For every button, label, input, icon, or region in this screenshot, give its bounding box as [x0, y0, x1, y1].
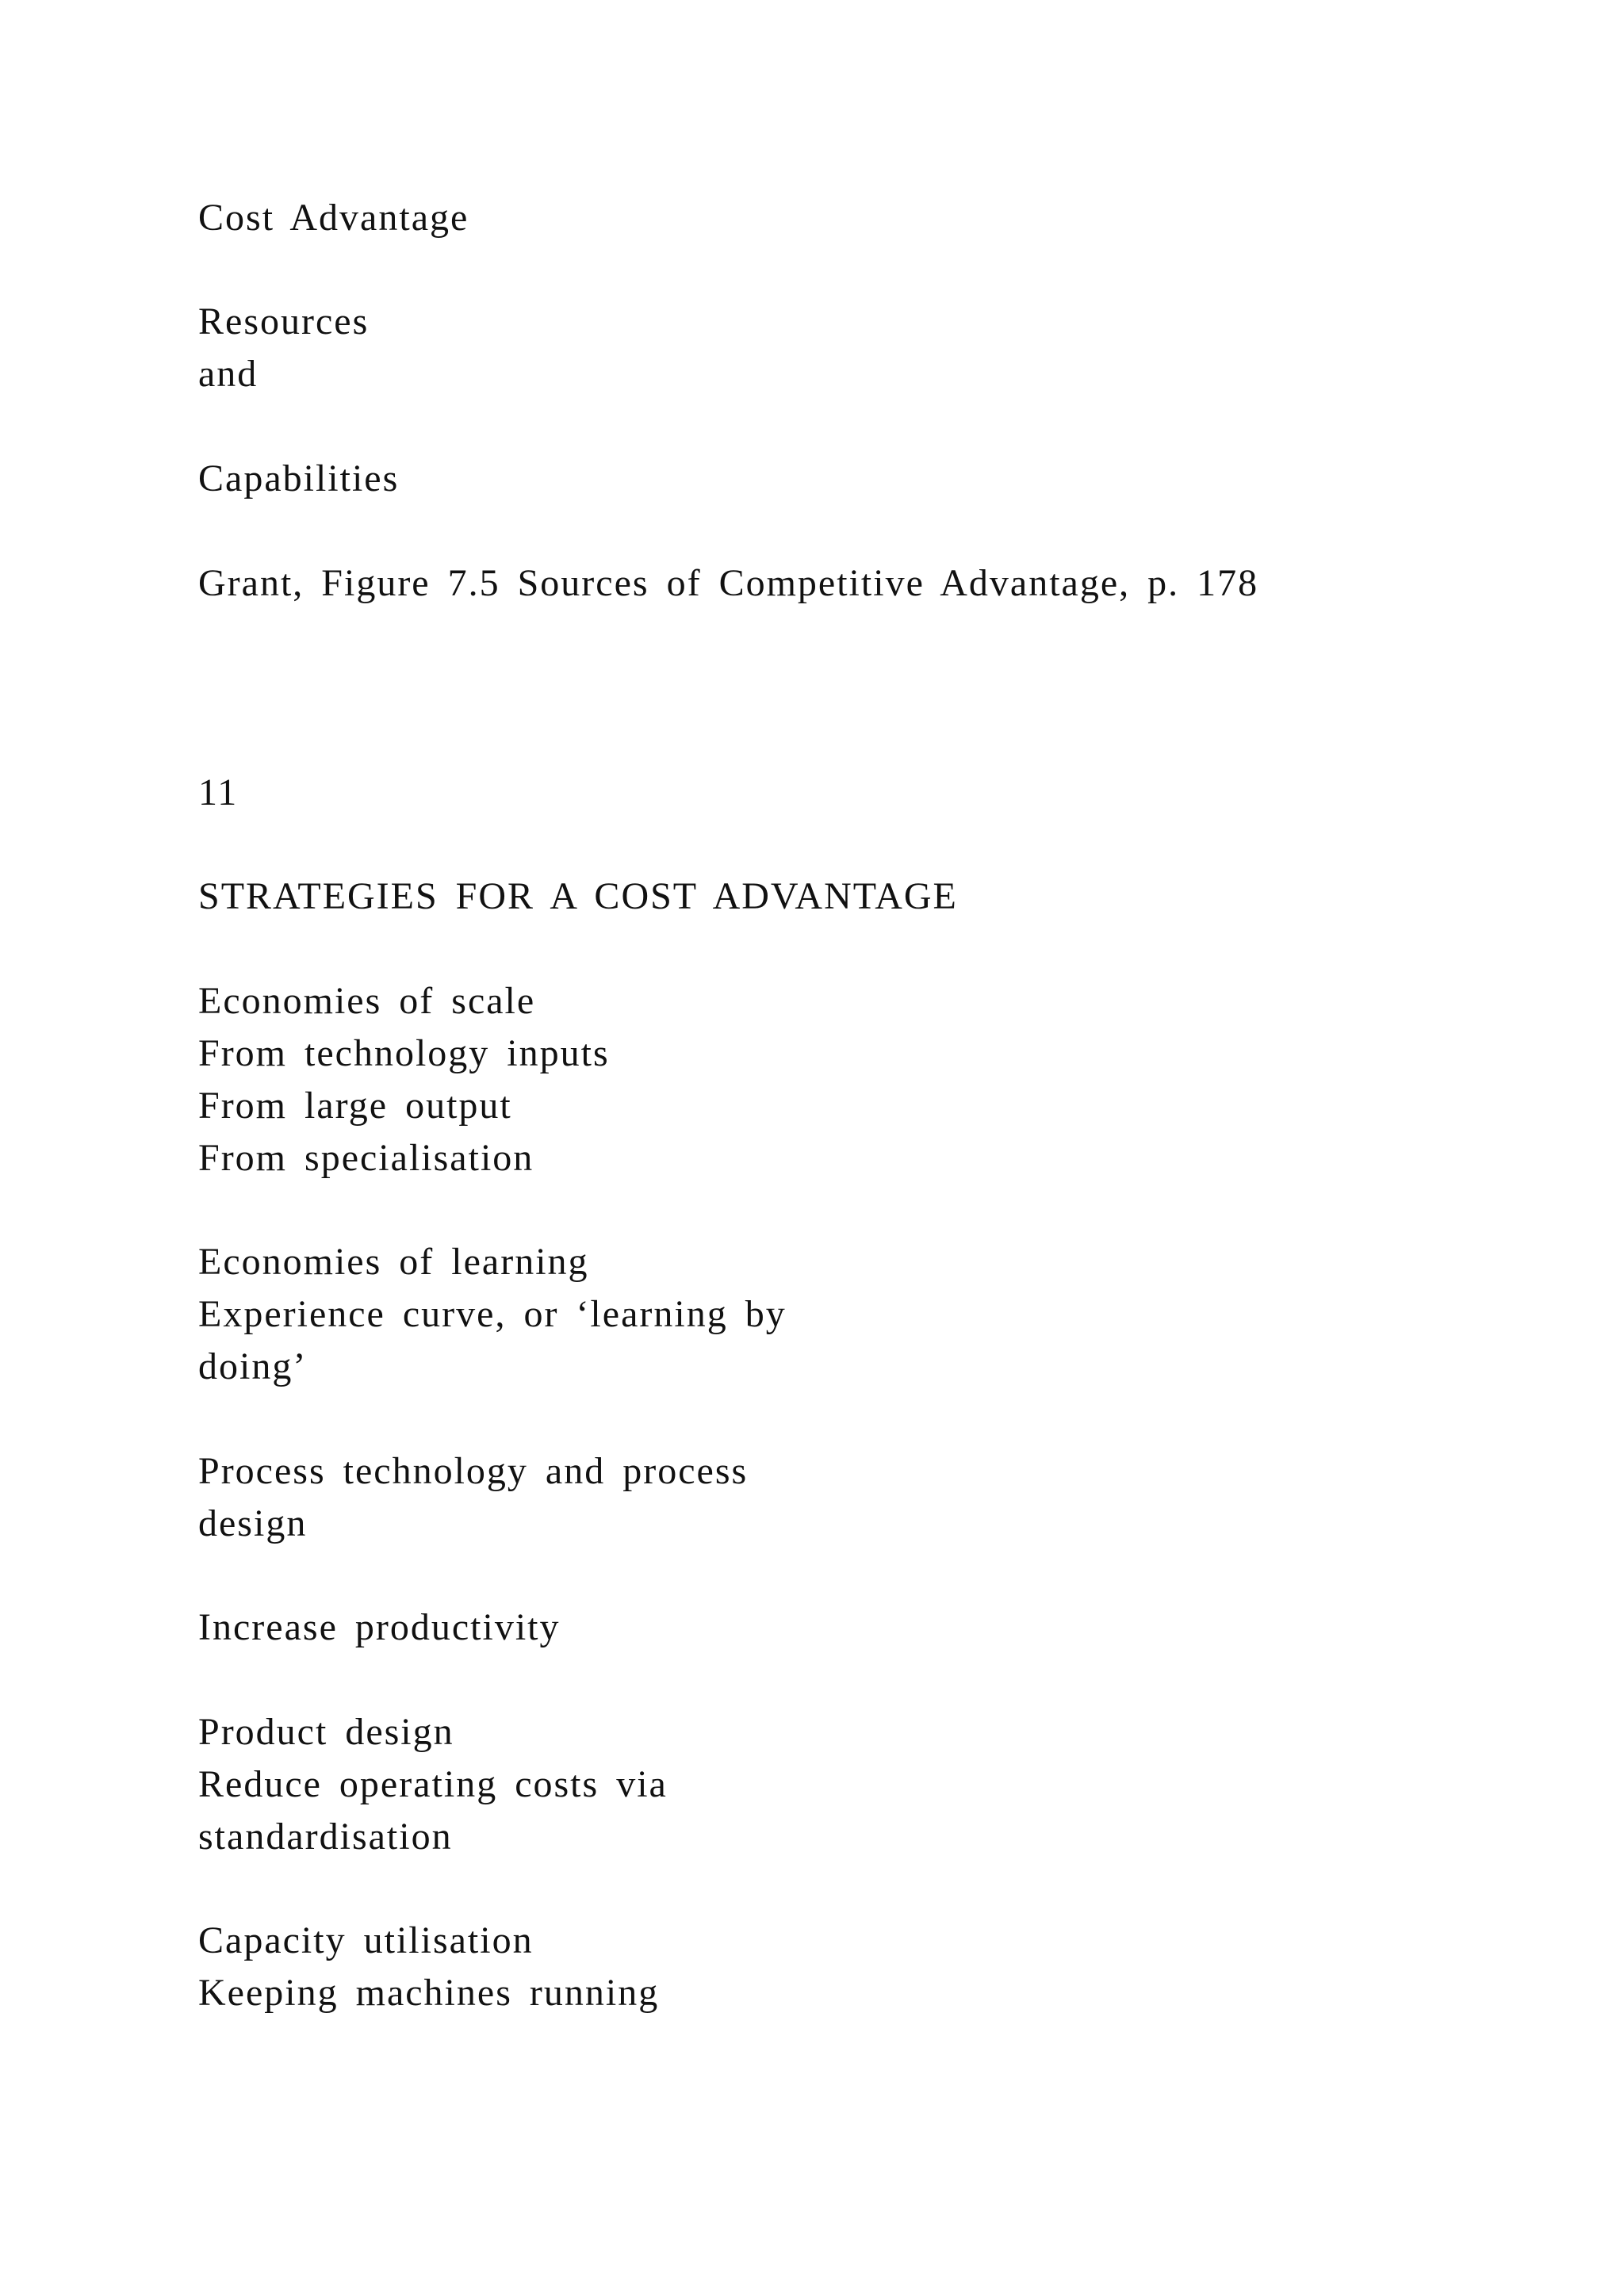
process-line: Process technology and process [198, 1450, 749, 1492]
learning-line: doing’ [198, 1345, 308, 1387]
product-design-line: standardisation [198, 1816, 453, 1858]
figure-caption: Grant, Figure 7.5 Sources of Competitive Advantage, p. 178 [198, 562, 1259, 604]
learning-heading: Economies of learning [198, 1241, 589, 1283]
figure-heading: Cost Advantage [198, 197, 469, 239]
product-design-line: Reduce operating costs via [198, 1763, 668, 1805]
figure-capabilities-label: Capabilities [198, 457, 400, 499]
scale-item: From large output [198, 1085, 512, 1127]
scale-item: From specialisation [198, 1137, 534, 1179]
product-design-heading: Product design [198, 1711, 454, 1753]
learning-line: Experience curve, or ‘learning by [198, 1293, 787, 1335]
productivity-heading: Increase productivity [198, 1606, 561, 1648]
process-line: design [198, 1502, 308, 1544]
scale-heading: Economies of scale [198, 980, 536, 1022]
figure-and-label: and [198, 353, 259, 395]
capacity-item: Keeping machines running [198, 1972, 660, 2014]
figure-resources-label: Resources [198, 300, 370, 342]
slide-number: 11 [198, 771, 239, 813]
scale-item: From technology inputs [198, 1032, 610, 1074]
strategies-title: STRATEGIES FOR A COST ADVANTAGE [198, 875, 958, 917]
capacity-heading: Capacity utilisation [198, 1919, 534, 1961]
